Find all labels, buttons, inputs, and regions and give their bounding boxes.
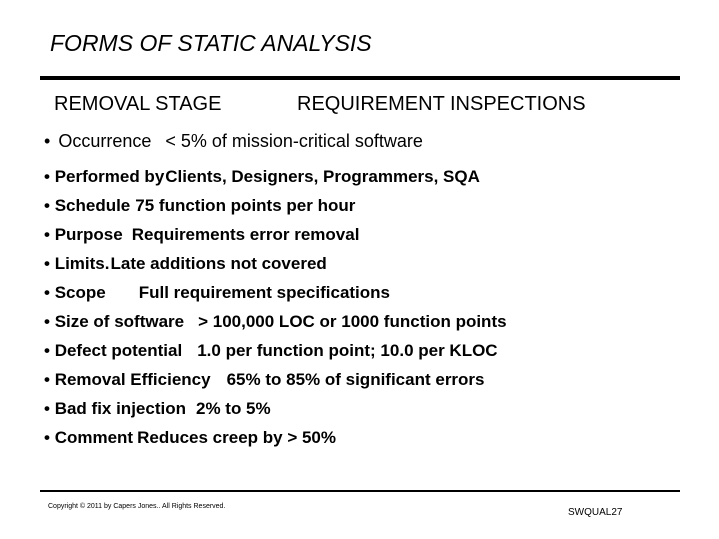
item-value: > 100,000 LOC or 1000 function points [198, 312, 507, 331]
occurrence-line [44, 131, 423, 152]
bullet: • [44, 283, 50, 302]
bullet: • [44, 312, 50, 331]
list-item [44, 249, 507, 278]
list-item [44, 423, 507, 452]
bullet: • [44, 131, 51, 151]
item-value: 65% to 85% of significant errors [226, 370, 485, 389]
list-item [44, 307, 507, 336]
list-item [44, 278, 507, 307]
item-label: Removal Efficiency [54, 370, 211, 389]
bullet: • [44, 399, 50, 418]
bullet: • [44, 370, 50, 389]
item-label: Schedule [54, 196, 131, 215]
slide-title: FORMS OF STATIC ANALYSIS [50, 30, 372, 56]
item-value: 75 function points per hour [135, 196, 356, 215]
removal-stage-label: REMOVAL STAGE [54, 93, 222, 115]
item-label: Size of software [54, 312, 185, 331]
item-value: 2% to 5% [195, 399, 271, 418]
item-label: Comment [54, 428, 134, 447]
occurrence-value: < 5% of mission-critical software [165, 131, 423, 151]
item-label: Scope [54, 283, 106, 302]
list-item [44, 365, 507, 394]
item-value: Requirements error removal [131, 225, 360, 244]
item-value: Full requirement specifications [138, 283, 390, 302]
list-item [44, 336, 507, 365]
item-value: Late additions not covered [110, 254, 327, 273]
list-item [44, 191, 507, 220]
footer-divider [40, 490, 680, 492]
item-value: Reduces creep by > 50% [137, 428, 337, 447]
copyright-notice: Copyright © 2011 by Capers Jones.. All Rights Reserved. [48, 503, 226, 510]
item-value: 1.0 per function point; 10.0 per KLOC [197, 341, 498, 360]
list-item [44, 394, 507, 423]
list-item [44, 162, 507, 191]
bullet: • [44, 196, 50, 215]
bullet: • [44, 167, 50, 186]
item-label: Performed by [54, 167, 165, 186]
title-divider [40, 76, 680, 80]
item-value: Clients, Designers, Programmers, SQA [165, 167, 480, 186]
removal-stage-value: REQUIREMENT INSPECTIONS [297, 93, 586, 115]
bullet: • [44, 254, 50, 273]
bullet: • [44, 428, 50, 447]
bullet: • [44, 341, 50, 360]
item-label: Defect potential [54, 341, 183, 360]
attribute-list [44, 162, 507, 452]
occurrence-label: Occurrence [58, 131, 152, 151]
item-label: Purpose [54, 225, 123, 244]
item-label: Limits. [54, 254, 110, 273]
list-item [44, 220, 507, 249]
bullet: • [44, 225, 50, 244]
slide-id: SWQUAL27 [568, 507, 623, 518]
item-label: Bad fix injection [54, 399, 186, 418]
